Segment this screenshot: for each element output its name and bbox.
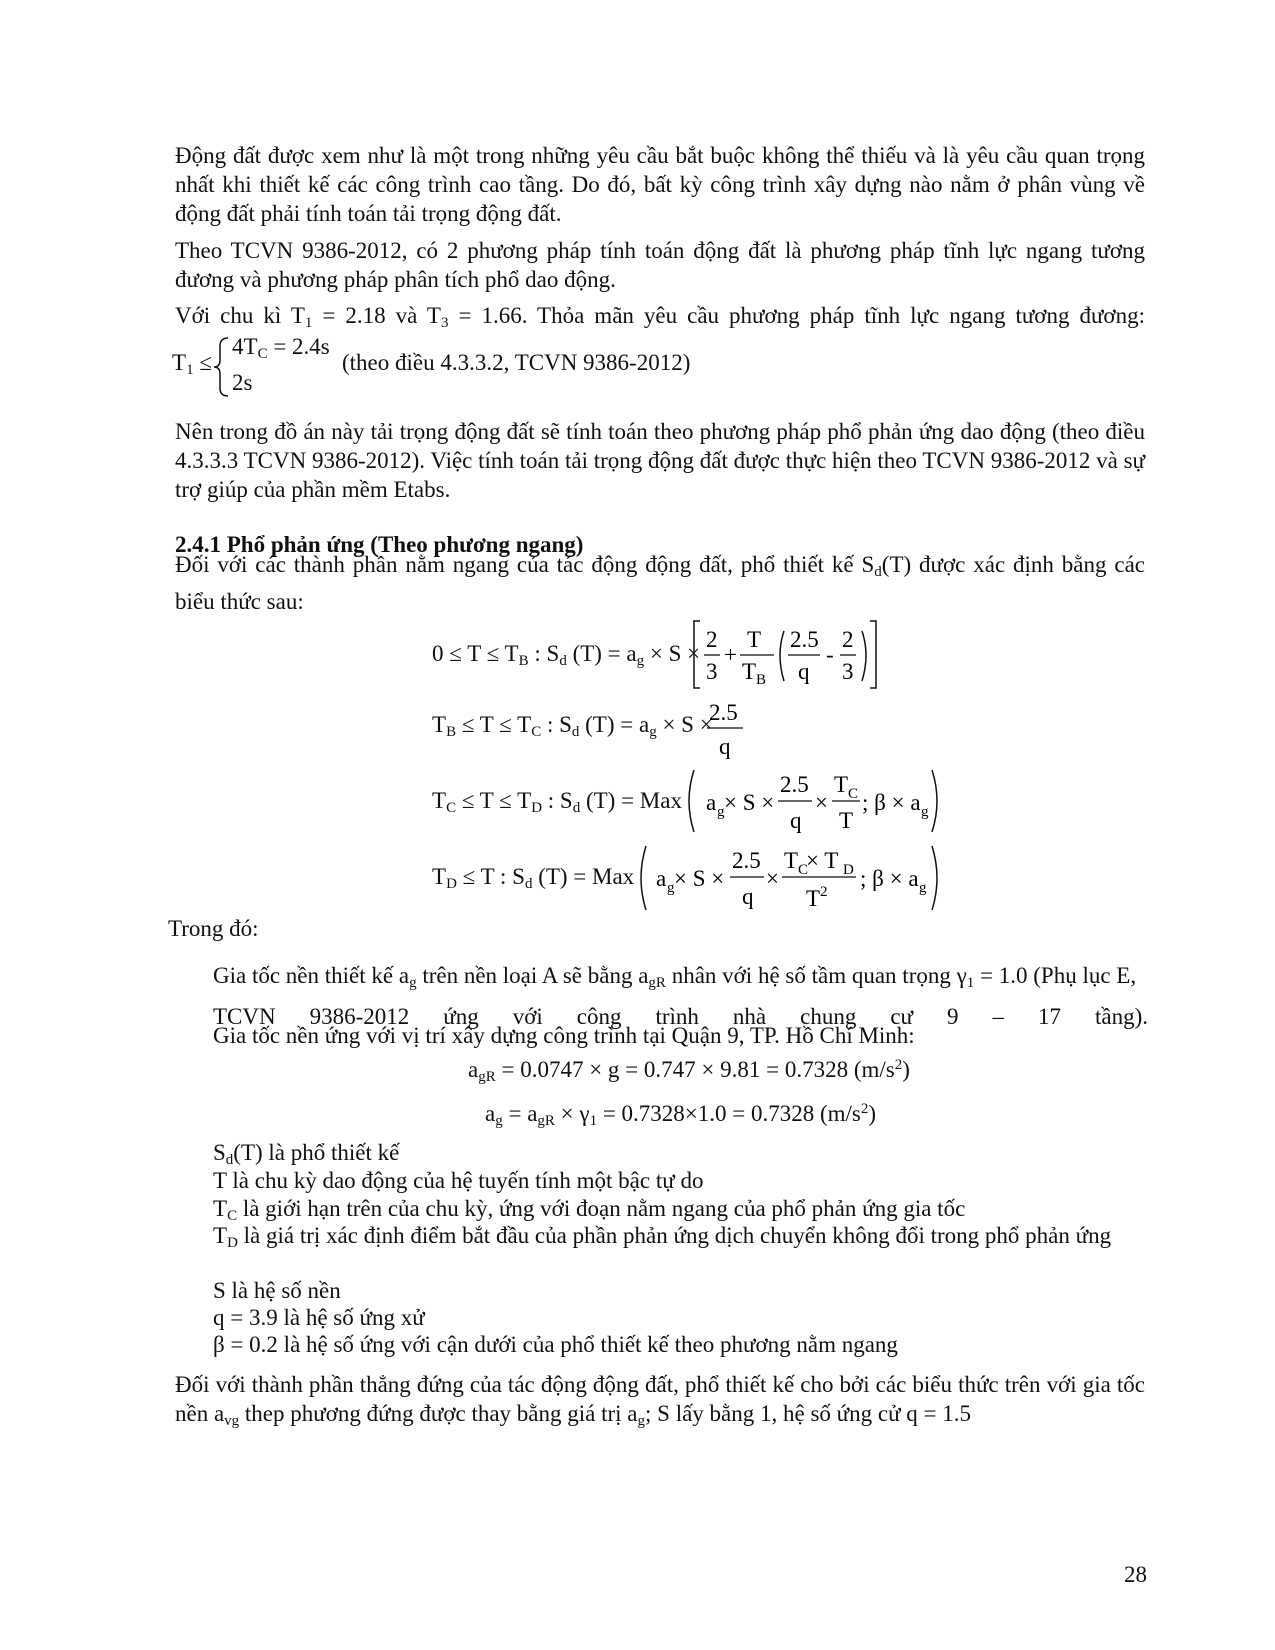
e4-beta: ; β × a <box>860 866 919 891</box>
e4-left-sub: D <box>446 876 457 892</box>
trong-do-label: Trong đó: <box>168 916 259 941</box>
e1-frac-25: 2.5 <box>790 627 819 652</box>
e4-left-text: T <box>432 864 447 889</box>
e3-rest-sub: d <box>572 800 581 816</box>
def-t <box>213 1166 1148 1195</box>
p6-a: Đối với thành phần thẳng đứng của tác động động đất, phổ thiết kế cho bởi các biểu thức trên với gia tốc nền a <box>175 1372 1145 1426</box>
intro-p2-text: Theo TCVN 9386-2012, có 2 phương pháp tính toán động đất là phương pháp tĩnh lực ngang tương đương và phương pháp phân tích phổ dao động. <box>175 238 1145 292</box>
condition-reference: (theo điều 4.3.3.2, TCVN 9386-2012) <box>342 350 691 375</box>
e1-frac-2: 2 <box>706 627 718 652</box>
p3-text-b: = 2.18 và T <box>312 303 441 328</box>
intro-paragraph-3 <box>175 301 1145 338</box>
e2-mid-text: ≤ T ≤ T <box>456 712 532 737</box>
condition-lhs-sub: 1 <box>186 362 194 378</box>
e3-left-sub: C <box>446 800 457 816</box>
p5-text-a: Đối với các thành phần nằm ngang của tác động động đất, phổ thiết kế S <box>175 552 875 577</box>
equation-3-left <box>432 788 682 817</box>
e3-mid-text: ≤ T ≤ T <box>456 788 532 813</box>
e1-left-sub: B <box>518 653 529 669</box>
d2-text: T là chu kỳ dao động của hệ tuyến tính một bậc tự do <box>213 1168 704 1193</box>
case1-rest: = 2.4s <box>267 334 330 359</box>
i1-sub-g: g <box>409 975 417 991</box>
item-location <box>213 1021 1148 1050</box>
e2-g-sub: g <box>649 724 657 740</box>
intro-p1-text: Động đất được xem như là một trong những yêu cầu bắt buộc không thể thiếu và là yêu cầu quan trọng nhất khi thiết kế các công trình cao tầng. Do đó, bất kỳ công trình xây dựng nào nằm ở phân vùng về động đất phải tính toán tải trọng động đất. <box>175 143 1145 226</box>
d1-a: S <box>213 1140 226 1165</box>
condition-case-2: 2s <box>232 370 253 395</box>
e4-beta-g: g <box>919 880 927 896</box>
f2-sub: g <box>495 1113 503 1129</box>
e4-mid-text: ≤ T : S <box>456 864 525 889</box>
p3-text-a: Với chu kì T <box>175 303 305 328</box>
i2-text: Gia tốc nền ứng với vị trí xây dựng công trình tại Quận 9, TP. Hồ Chí Minh: <box>213 1023 915 1048</box>
section-heading: 2.4.1 Phổ phản ứng (Theo phương ngang) <box>175 532 584 557</box>
p3-sub-2: 3 <box>440 315 449 331</box>
e1-frac-TB: T <box>742 659 757 684</box>
f2-d: = 0.7328×1.0 = 0.7328 (m/s <box>597 1101 861 1126</box>
f1-c: ) <box>902 1057 910 1082</box>
e4-num-TD-sub: D <box>843 862 854 878</box>
e2-mid-sub: C <box>531 724 542 740</box>
d1-b: (T) là phổ thiết kế <box>233 1140 400 1165</box>
i1-gamma: γ <box>956 963 967 988</box>
d4-b: là giá trị xác định điểm bắt đầu của phần phản ứng dịch chuyển không đổi trong phổ phản ứng <box>237 1223 1112 1248</box>
f2-e: ) <box>868 1101 877 1126</box>
e3-inner-a: a <box>706 790 717 815</box>
condition-case-1 <box>232 334 330 363</box>
def-q <box>213 1303 1148 1332</box>
e1-g-sub: g <box>636 653 645 669</box>
e3-rest-text: : S <box>542 788 573 813</box>
e4-num-x-T: × T <box>806 848 839 873</box>
e2-rest-text: : S <box>541 712 572 737</box>
formula-ag <box>485 1101 876 1130</box>
e4-rhs-text: (T) = Max <box>532 864 635 889</box>
i1-text-b: trên nền loại A sẽ bằng a <box>416 963 649 988</box>
e4-num-TC-sub: C <box>798 862 809 878</box>
equation-4-body <box>636 842 946 914</box>
d5-text: S là hệ số nền <box>213 1278 341 1303</box>
d1-sub: d <box>225 1152 234 1168</box>
i1-gamma-sub: 1 <box>966 975 975 991</box>
e2-left-sub: B <box>446 724 457 740</box>
equation-1-bracket <box>690 617 885 692</box>
d6-text: q = 3.9 là hệ số ứng xử <box>213 1305 425 1330</box>
e1-mid-sub: d <box>559 653 567 669</box>
e4-den-T: T <box>806 886 821 911</box>
d4-sub: D <box>227 1235 238 1251</box>
equation-1-left <box>432 641 700 670</box>
equation-4-left <box>432 864 634 893</box>
e3-left-text: T <box>432 788 447 813</box>
e1-minus: - <box>826 642 834 667</box>
e1-times: × S × <box>644 641 701 666</box>
e2-rhs-text: (T) = a <box>579 712 650 737</box>
e1-frac-3: 3 <box>706 659 718 684</box>
p3-sub-1: 1 <box>304 315 313 331</box>
e3-mid-sub: D <box>531 800 543 816</box>
f1-b: = 0.0747 × g = 0.747 × 9.81 = 0.7328 (m/s <box>495 1057 895 1082</box>
def-beta <box>213 1330 1148 1359</box>
f2-c: × γ <box>554 1101 590 1126</box>
f2-sup: 2 <box>860 1101 869 1117</box>
d3-b: là giới hạn trên của chu kỳ, ứng với đoạn nằm ngang của phổ phản ứng gia tốc <box>237 1196 966 1221</box>
equation-2-left <box>432 712 713 741</box>
e3-inner-times: × S × <box>724 790 775 815</box>
e3-frac-TC: T <box>834 772 849 797</box>
e4-inner-times: × S × <box>674 866 725 891</box>
e3-frac-q: q <box>790 808 802 833</box>
e1-frac-q: q <box>798 659 810 684</box>
e1-rhs-text: (T) = a <box>566 641 637 666</box>
e1-plus: + <box>724 642 737 667</box>
e1-frac-3b: 3 <box>842 659 854 684</box>
i1-text-a: Gia tốc nền thiết kế a <box>213 963 410 988</box>
i1-text-d: = 1.0 (Phụ lục E, TCVN 9386-2012 ứng với công trình nhà chung cư 9 – 17 tầng). <box>213 963 1148 1029</box>
p4-text: Nên trong đồ án này tải trọng động đất sẽ tính toán theo phương pháp phổ phản ứng dao động (theo điều 4.3.3.3 TCVN 9386-2012). Việc tính toán tải trọng động đất được thực hiện theo TCVN 9386-2012 và sự trợ giúp của phần mềm Etabs. <box>175 419 1145 502</box>
e2-rest-sub: d <box>571 724 580 740</box>
case1-sub: C <box>257 346 268 362</box>
equation-2-fraction <box>705 698 750 763</box>
d4-a: T <box>213 1223 228 1248</box>
paragraph-6 <box>175 1370 1145 1436</box>
paragraph-4 <box>175 417 1145 504</box>
p6-sub: vg <box>224 1413 240 1429</box>
formula-agR <box>468 1057 910 1086</box>
e3-beta: ; β × a <box>862 790 921 815</box>
e4-inner-a: a <box>656 866 667 891</box>
e2-times: × S × <box>656 712 713 737</box>
e1-left-text: 0 ≤ T ≤ T <box>432 641 519 666</box>
equation-3-body <box>684 766 944 836</box>
case1-text: 4T <box>232 334 258 359</box>
p5-text-b: (T) được xác định bằng các biểu thức sau: <box>175 552 1145 614</box>
p6-sub2: g <box>637 1413 646 1429</box>
p5-sub: d <box>874 564 882 580</box>
e1-frac-2b: 2 <box>842 627 854 652</box>
e1-mid-text: : S <box>528 641 560 666</box>
e4-frac-q: q <box>742 884 754 909</box>
e4-mid-sub: d <box>524 876 533 892</box>
e2-frac-q: q <box>719 734 731 759</box>
condition-lhs: T <box>172 350 187 375</box>
d7-text: β = 0.2 là hệ số ứng với cận dưới của phổ thiết kế theo phương nằm ngang <box>213 1332 898 1357</box>
p3-text-c: = 1.66. Thỏa mãn yêu cầu phương pháp tĩnh lực ngang tương đương: <box>448 303 1145 328</box>
f1-a: a <box>468 1057 479 1082</box>
intro-paragraph-1 <box>175 141 1145 228</box>
d3-sub: C <box>227 1208 238 1224</box>
f2-sub3: 1 <box>589 1113 598 1129</box>
e4-inner-g: g <box>667 880 675 896</box>
condition-formula <box>172 350 212 379</box>
e2-frac-25: 2.5 <box>709 700 738 725</box>
e4-num-TC: T <box>784 848 799 873</box>
left-brace-icon <box>212 336 232 398</box>
e3-frac-TC-sub: C <box>848 786 859 802</box>
p6-b: thep phương đứng được thay bằng giá trị a <box>239 1401 638 1426</box>
f1-sub: gR <box>478 1069 496 1085</box>
intro-paragraph-2 <box>175 236 1145 294</box>
e4-x: × <box>766 866 779 891</box>
e3-beta-g: g <box>921 804 929 820</box>
e1-frac-T: T <box>747 627 762 652</box>
e2-left-text: T <box>432 712 447 737</box>
i1-sub-gR: gR <box>648 975 666 991</box>
paragraph-5 <box>175 550 1145 616</box>
e3-inner-g: g <box>717 804 725 820</box>
page-number: 28 <box>1124 1562 1147 1587</box>
e1-frac-TB-sub: B <box>756 672 767 688</box>
def-s <box>213 1276 1148 1305</box>
condition-rel: ≤ <box>199 350 212 375</box>
def-td <box>213 1222 1148 1257</box>
p6-c: ; S lấy bằng 1, hệ số ứng cử q = 1.5 <box>645 1401 972 1426</box>
e4-frac-25: 2.5 <box>732 848 761 873</box>
d3-a: T <box>213 1196 228 1221</box>
e3-frac-25: 2.5 <box>780 772 809 797</box>
e4-den-sup: 2 <box>820 884 828 900</box>
f2-a: a <box>485 1101 496 1126</box>
e3-rhs-text: (T) = Max <box>580 788 682 813</box>
e3-x: × <box>815 790 828 815</box>
i1-text-c: nhân với hệ số tầm quan trọng <box>665 963 957 988</box>
e3-frac-T: T <box>839 808 854 833</box>
f2-b: = a <box>502 1101 538 1126</box>
f2-sub2: gR <box>537 1113 555 1129</box>
f1-sup: 2 <box>894 1057 903 1073</box>
